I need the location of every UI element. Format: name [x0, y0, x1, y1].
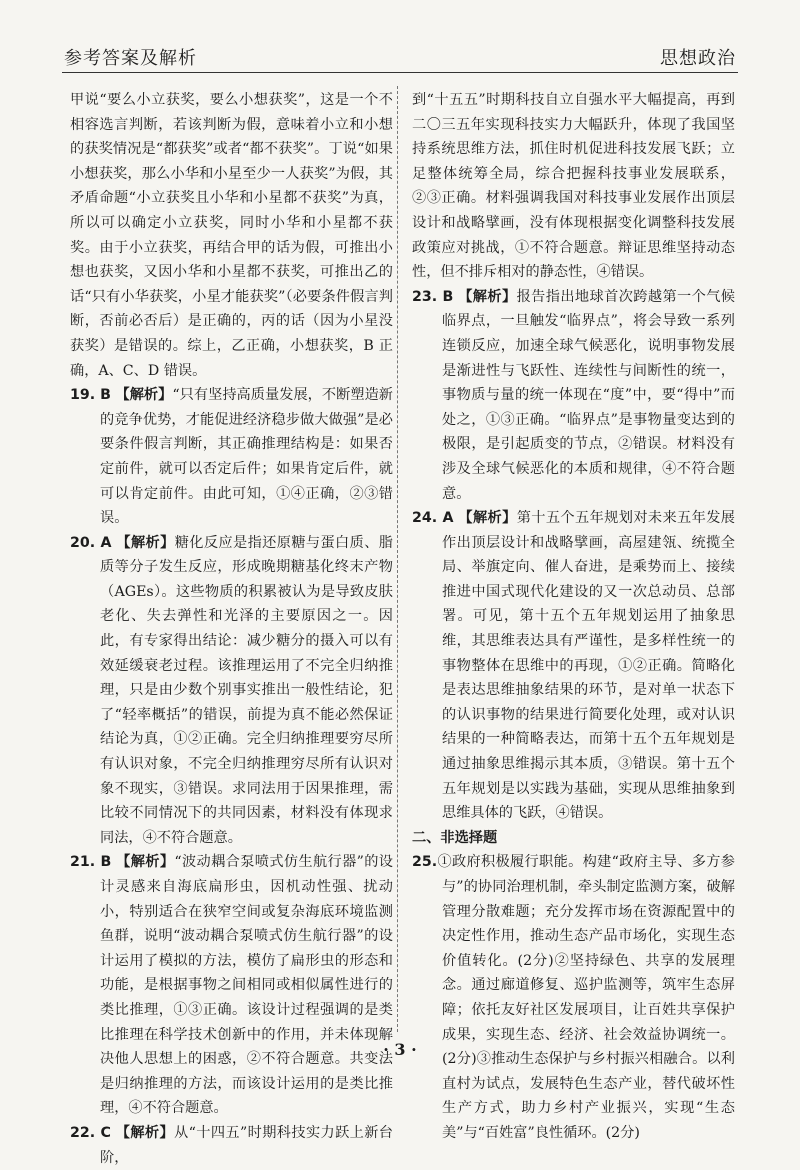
analysis-tag: 【解析】	[116, 534, 175, 551]
answer-20	[70, 531, 393, 851]
answer-text: 第十五个五年规划对未来五年发展作出顶层设计和战略擘画，高屋建瓴、统揽全局、举旗定向、催人奋进，是乘势而上、接续推进中国式现代化建设的又一次总动员、总部署。可见，第十五个五年规划运用了抽象思维，其思维表达具有严谨性，是多样性统一的事物整体在思维中的再现，①②正确。简略化是表达思维抽象结果的环节，是对单一状态下的认识事物的结果进行简要化处理，或对认识结果的一种简略表达，而第十五个五年规划是通过抽象思维揭示其本质，③错误。第十五个五年规划是以实践为基础，实现从思维抽象到思维具体的飞跃，④错误。	[442, 510, 735, 822]
analysis-tag: 【解析】	[458, 288, 517, 305]
answer-24	[412, 506, 735, 826]
answer-22-continuation: 到“十五五”时期科技自立自强水平大幅提高，再到二〇三五年实现科技实力大幅跃升，体现了我国坚持系统思维方法，抓住时机促进科技发展飞跃；立足整体统筹全局，综合把握科技事业发展联系，②③正确。材料强调我国对科技事业发展作出顶层设计和战略擘画，没有体现根据变化调整科技发展政策应对挑战，①不符合题意。辩证思维坚持动态性，但不排斥相对的静态性，④错误。	[412, 92, 735, 281]
analysis-tag: 【解析】	[458, 510, 517, 527]
answer-text: “波动耦合泵喷式仿生航行器”的设计灵感来自海底扁形虫，因机动性强、扰动小，特别适合在狭窄空间或复杂海底环境监测鱼群，说明“波动耦合泵喷式仿生航行器”的设计运用了模拟的方法，模仿了扁形虫的形态和功能，是根据事物之间相同或相似属性进行的类比推理，①③正确。该设计过程强调的是类比推理在科学技术创新中的作用，并未体现解决他人思想上的困惑，②不符合题意。共变法是归纳推理的方法，而该设计运用的是类比推理，④不符合题意。	[100, 854, 393, 1117]
answer-text: 报告指出地球首次跨越第一个气候临界点，一旦触发“临界点”，将会导致一系列连锁反应，加速全球气候恶化，说明事物发展是渐进性与飞跃性、连续性与间断性的统一，事物质与量的统一体现在“度”中，要“得中”而处之，①③正确。“临界点”是事物量变达到的极限，是引起质变的节点，②错误。材料没有涉及全球气候恶化的本质和规律，④不符合题意。	[442, 288, 735, 502]
section-heading: 二、非选择题	[412, 829, 498, 846]
answer-text: ①政府积极履行职能。构建“政府主导、多方参与”的协同治理机制，牵头制定监测方案，破解管理分散难题；充分发挥市场在资源配置中的决定性作用，推动生态产品市场化，实现生态价值转化。(2分)②坚持绿色、共享的发展理念。通过廊道修复、巡护监测等，筑牢生态屏障；依托友好社区发展项目，让百姓共享保护成果，实现生态、经济、社会效益协调统一。(2分)③推动生态保护与乡村振兴相融合。以利直村为试点，发展特色生态产业，替代破坏性生产方式，助力乡村产业振兴，实现“生态美”与“百姓富”良性循环。(2分)	[437, 854, 735, 1141]
left-column	[70, 88, 393, 1170]
column-divider	[397, 86, 398, 1032]
header-title: 参考答案及解析	[64, 48, 197, 69]
answer-text: 从“十四五”时期科技实力跃上新台阶，	[100, 1124, 393, 1166]
header-rule	[62, 72, 738, 73]
answer-number: 23. B	[412, 288, 454, 305]
answer-continuation: 甲说“要么小立获奖，要么小想获奖”，这是一个不相容选言判断，若该判断为假，意味着小立和小想的获奖情况是“都获奖”或者“都不获奖”。丁说“如果小想获奖，那么小华和小星至少一人获奖”为假，其矛盾命题“小立获奖且小华和小星都不获奖”为真，所以可以确定小立获奖，同时小华和小星都不获奖。由于小立获奖，再结合甲的话为假，可推出小想也获奖，又因小华和小星都不获奖，可推出乙的话“只有小华获奖，小星才能获奖”（必要条件假言判断，否前必否后）是正确的，丙的话（因为小星没获奖）是错误的。综上，乙正确，小想获奖，B 正确，A、C、D 错误。	[70, 92, 393, 379]
answer-number: 19. B	[70, 387, 111, 404]
analysis-tag: 【解析】	[116, 854, 175, 871]
answer-19	[70, 383, 393, 531]
right-column	[412, 88, 735, 1146]
analysis-tag: 【解析】	[115, 1124, 175, 1141]
answer-text: 糖化反应是指还原糖与蛋白质、脂质等分子发生反应，形成晚期糖基化终末产物（AGEs）。这些物质的积累被认为是导致皮肤老化、失去弹性和光泽的主要原因之一。因此，有专家得出结论：减少糖分的摄入可以有效延缓衰老过程。该推理运用了不完全归纳推理，只是由少数个别事实推出一般性结论，犯了“轻率概括”的错误，前提为真不能必然保证结论为真，①②正确。完全归纳推理要穷尽所有认识对象，不完全归纳推理穷尽所有认识对象不现实，③错误。求同法用于因果推理，需比较不同情况下的共同因素，材料没有体现求同法，④不符合题意。	[100, 534, 393, 846]
answer-number: 22. C	[70, 1124, 111, 1141]
answer-text: “只有坚持高质量发展，不断塑造新的竞争优势，才能促进经济稳步做大做强”是必要条件假言判断，其正确推理结构是：如果否定前件，就可以否定后件；如果肯定后件，就可以肯定前件。由此可知，①④正确，②③错误。	[100, 387, 393, 527]
page-number: · 3 ·	[383, 1040, 417, 1059]
answer-21	[70, 850, 393, 1121]
header-subject: 思想政治	[660, 48, 736, 69]
answer-25	[412, 850, 735, 1145]
answer-23	[412, 285, 735, 506]
answer-22	[70, 1121, 393, 1170]
answer-number: 21. B	[70, 854, 112, 871]
answer-number: 24. A	[412, 510, 454, 527]
answer-number: 20. A	[70, 534, 112, 551]
analysis-tag: 【解析】	[115, 387, 173, 404]
answer-number: 25.	[412, 854, 438, 871]
